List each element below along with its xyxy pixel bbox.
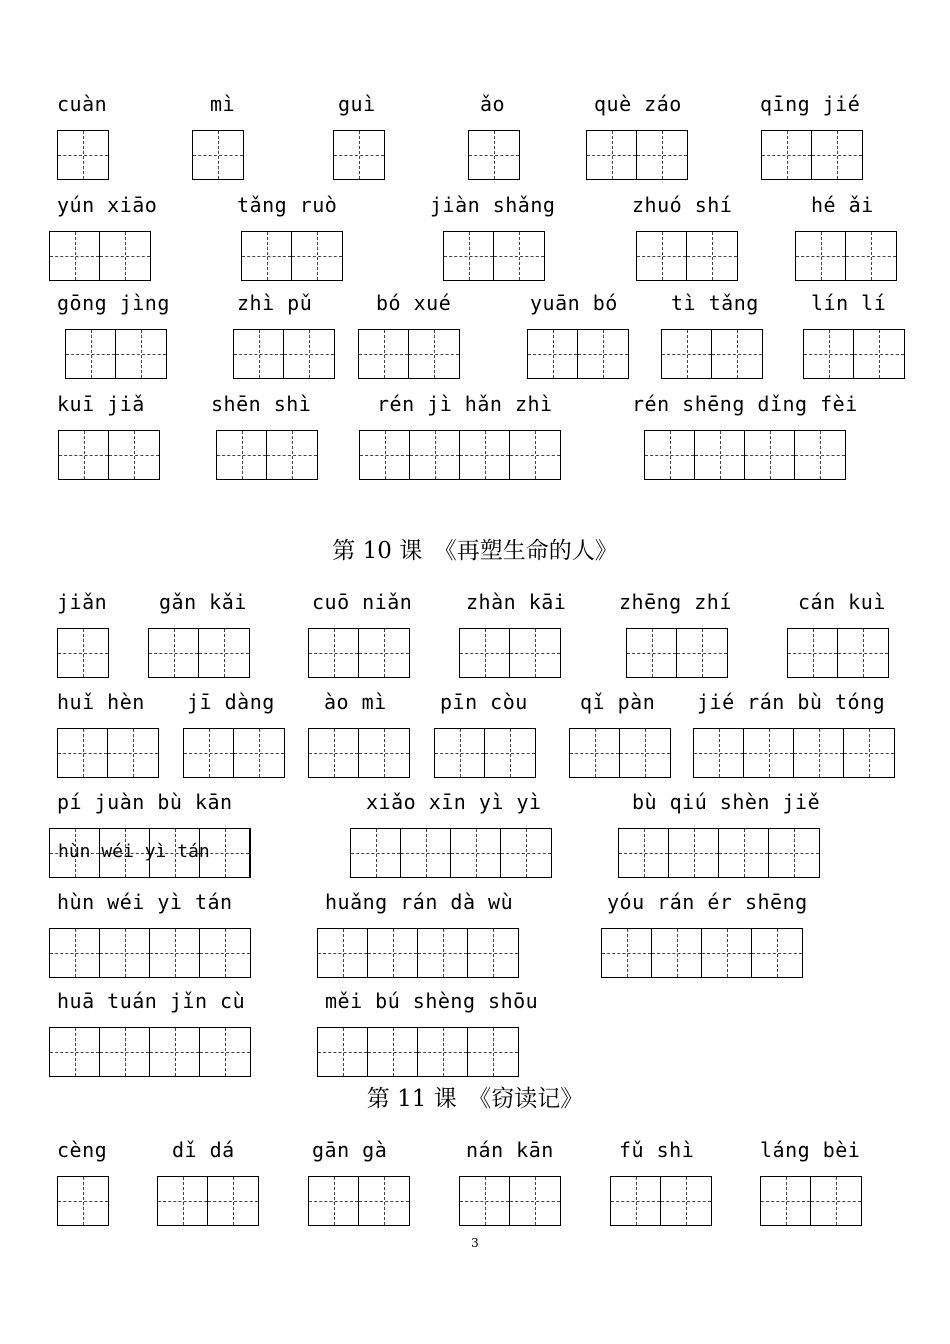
tianzige-cell[interactable] (359, 729, 409, 777)
tianzige-cell[interactable] (602, 929, 652, 977)
writing-grid[interactable] (49, 1027, 251, 1077)
lesson-heading: 第 11 课 《窃读记》 (366, 1086, 584, 1112)
tianzige-cell[interactable] (435, 729, 485, 777)
pinyin-label: huǐ hèn (57, 690, 145, 714)
pinyin-label: fǔ shì (619, 1138, 695, 1162)
tianzige-cell[interactable] (368, 1028, 418, 1076)
pinyin-label: yuān bó (530, 291, 618, 315)
tianzige-cell[interactable] (804, 330, 854, 378)
tianzige-cell[interactable] (485, 729, 535, 777)
tianzige-cell[interactable] (108, 729, 158, 777)
tianzige-cell[interactable] (410, 431, 460, 479)
tianzige-cell[interactable] (58, 1177, 108, 1225)
tianzige-cell[interactable] (418, 929, 468, 977)
tianzige-cell[interactable] (645, 431, 695, 479)
tianzige-cell[interactable] (661, 1177, 711, 1225)
tianzige-cell[interactable] (318, 1028, 368, 1076)
tianzige-cell[interactable] (687, 232, 737, 280)
writing-grid[interactable] (434, 728, 536, 778)
writing-grid[interactable] (618, 828, 820, 878)
tianzige-cell[interactable] (745, 431, 795, 479)
pinyin-label: rén shēng dǐng fèi (632, 392, 858, 416)
writing-grid[interactable] (586, 130, 688, 180)
writing-grid[interactable] (49, 928, 251, 978)
tianzige-cell[interactable] (351, 829, 401, 877)
tianzige-cell[interactable] (309, 629, 359, 677)
tianzige-cell[interactable] (619, 829, 669, 877)
tianzige-cell[interactable] (401, 829, 451, 877)
tianzige-cell[interactable] (217, 431, 267, 479)
tianzige-cell[interactable] (309, 1177, 359, 1225)
writing-grid[interactable] (601, 928, 803, 978)
overlay-pinyin: hùn wéi yì tán (58, 841, 210, 862)
tianzige-cell[interactable] (719, 829, 769, 877)
pinyin-label: bù qiú shèn jiě (632, 790, 821, 814)
tianzige-cell[interactable] (460, 431, 510, 479)
tianzige-cell[interactable] (570, 729, 620, 777)
writing-grid[interactable] (661, 329, 763, 379)
pinyin-label: kuī jiǎ (57, 392, 145, 416)
writing-grid[interactable] (350, 828, 552, 878)
pinyin-label: gān gà (312, 1138, 388, 1162)
pinyin-label: hé ǎi (811, 193, 874, 217)
tianzige-cell[interactable] (620, 729, 670, 777)
writing-grid[interactable] (183, 728, 285, 778)
writing-grid[interactable] (148, 628, 250, 678)
tianzige-cell[interactable] (66, 330, 116, 378)
writing-grid[interactable] (761, 130, 863, 180)
page-number: 3 (471, 1236, 479, 1250)
lesson-heading: 第 10 课 《再塑生命的人》 (332, 538, 618, 564)
writing-grid[interactable] (49, 828, 251, 878)
pinyin-label: zhì pǔ (237, 291, 313, 315)
tianzige-cell[interactable] (844, 729, 894, 777)
tianzige-cell[interactable] (200, 929, 250, 977)
pinyin-label: gōng jìng (57, 291, 170, 315)
writing-grid[interactable] (317, 928, 519, 978)
tianzige-cell[interactable] (359, 629, 409, 677)
pinyin-label: pí juàn bù kān (57, 790, 233, 814)
tianzige-cell[interactable] (510, 629, 560, 677)
tianzige-cell[interactable] (309, 729, 359, 777)
writing-grid[interactable] (443, 231, 545, 281)
pinyin-label: qǐ pàn (580, 690, 656, 714)
pinyin-label: hùn wéi yì tán (57, 890, 233, 914)
tianzige-cell[interactable] (795, 431, 845, 479)
writing-grid[interactable] (644, 430, 846, 480)
writing-grid[interactable] (57, 1176, 109, 1226)
pinyin-label: xiǎo xīn yì yì (366, 790, 542, 814)
pinyin-label: jié rán bù tóng (697, 690, 886, 714)
tianzige-cell[interactable] (58, 629, 108, 677)
tianzige-cell[interactable] (100, 1028, 150, 1076)
tianzige-cell[interactable] (334, 131, 384, 179)
pinyin-label: tǎng ruò (237, 193, 338, 217)
writing-grid[interactable] (233, 329, 335, 379)
tianzige-cell[interactable] (284, 330, 334, 378)
pinyin-label: zhuó shí (632, 193, 733, 217)
tianzige-cell[interactable] (627, 629, 677, 677)
pinyin-label: yóu rán ér shēng (607, 890, 808, 914)
writing-grid[interactable] (49, 231, 151, 281)
tianzige-cell[interactable] (359, 1177, 409, 1225)
pinyin-label: qīng jié (760, 92, 861, 116)
pinyin-label: pīn còu (440, 690, 528, 714)
tianzige-cell[interactable] (669, 829, 719, 877)
tianzige-cell[interactable] (702, 929, 752, 977)
tianzige-cell[interactable] (50, 1028, 100, 1076)
tianzige-cell[interactable] (662, 330, 712, 378)
writing-grid[interactable] (803, 329, 905, 379)
tianzige-cell[interactable] (510, 431, 560, 479)
tianzige-cell[interactable] (451, 829, 501, 877)
tianzige-cell[interactable] (444, 232, 494, 280)
tianzige-cell[interactable] (796, 232, 846, 280)
tianzige-cell[interactable] (762, 131, 812, 179)
pinyin-label: cèng (57, 1138, 108, 1162)
writing-grid[interactable] (192, 130, 244, 180)
tianzige-cell[interactable] (360, 431, 410, 479)
tianzige-cell[interactable] (468, 1028, 518, 1076)
tianzige-cell[interactable] (234, 330, 284, 378)
pinyin-label: bó xué (376, 291, 452, 315)
tianzige-cell[interactable] (208, 1177, 258, 1225)
tianzige-cell[interactable] (184, 729, 234, 777)
writing-grid[interactable] (216, 430, 318, 480)
tianzige-cell[interactable] (318, 929, 368, 977)
pinyin-label: nán kān (466, 1138, 554, 1162)
tianzige-cell[interactable] (59, 431, 109, 479)
tianzige-cell[interactable] (694, 729, 744, 777)
tianzige-cell[interactable] (510, 1177, 560, 1225)
pinyin-label: guì (338, 92, 376, 116)
pinyin-label: ǎo (480, 92, 506, 116)
writing-grid[interactable] (308, 628, 410, 678)
writing-grid[interactable] (317, 1027, 519, 1077)
tianzige-cell[interactable] (712, 330, 762, 378)
tianzige-cell[interactable] (100, 232, 150, 280)
tianzige-cell[interactable] (794, 729, 844, 777)
writing-grid[interactable] (65, 329, 167, 379)
writing-grid[interactable] (157, 1176, 259, 1226)
writing-grid[interactable] (527, 329, 629, 379)
tianzige-cell[interactable] (58, 729, 108, 777)
writing-grid[interactable] (57, 130, 109, 180)
tianzige-cell[interactable] (528, 330, 578, 378)
pinyin-label: jiǎn (57, 590, 108, 614)
tianzige-cell[interactable] (193, 131, 243, 179)
writing-grid[interactable] (795, 231, 897, 281)
writing-grid[interactable] (241, 231, 343, 281)
tianzige-cell[interactable] (838, 629, 888, 677)
tianzige-cell[interactable] (149, 629, 199, 677)
tianzige-cell[interactable] (50, 232, 100, 280)
tianzige-cell[interactable] (100, 929, 150, 977)
pinyin-label: ào mì (324, 690, 387, 714)
pinyin-label: huǎng rán dà wù (325, 890, 514, 914)
tianzige-cell[interactable] (752, 929, 802, 977)
tianzige-cell[interactable] (58, 131, 108, 179)
tianzige-cell[interactable] (846, 232, 896, 280)
pinyin-label: tì tǎng (671, 291, 759, 315)
tianzige-cell[interactable] (494, 232, 544, 280)
writing-grid[interactable] (333, 130, 385, 180)
pinyin-label: zhàn kāi (466, 590, 567, 614)
pinyin-label: huā tuán jǐn cù (57, 989, 246, 1013)
pinyin-label: gǎn kǎi (159, 590, 247, 614)
tianzige-cell[interactable] (637, 232, 687, 280)
tianzige-cell[interactable] (460, 1177, 510, 1225)
writing-grid[interactable] (787, 628, 889, 678)
tianzige-cell[interactable] (761, 1177, 811, 1225)
tianzige-cell[interactable] (409, 330, 459, 378)
tianzige-cell[interactable] (359, 330, 409, 378)
tianzige-cell[interactable] (368, 929, 418, 977)
tianzige-cell[interactable] (501, 829, 551, 877)
tianzige-cell[interactable] (637, 131, 687, 179)
writing-grid[interactable] (610, 1176, 712, 1226)
pinyin-label: shēn shì (211, 392, 312, 416)
tianzige-cell[interactable] (50, 929, 100, 977)
writing-grid[interactable] (459, 1176, 561, 1226)
tianzige-cell[interactable] (695, 431, 745, 479)
tianzige-cell[interactable] (116, 330, 166, 378)
tianzige-cell[interactable] (769, 829, 819, 877)
pinyin-label: què záo (594, 92, 682, 116)
tianzige-cell[interactable] (242, 232, 292, 280)
tianzige-cell[interactable] (292, 232, 342, 280)
tianzige-cell[interactable] (652, 929, 702, 977)
writing-grid[interactable] (58, 430, 160, 480)
pinyin-label: cuō niǎn (312, 590, 413, 614)
pinyin-label: lín lí (811, 291, 887, 315)
pinyin-label: yún xiāo (57, 193, 158, 217)
writing-grid[interactable] (57, 728, 159, 778)
tianzige-cell[interactable] (267, 431, 317, 479)
tianzige-cell[interactable] (150, 929, 200, 977)
pinyin-label: cuàn (57, 92, 108, 116)
writing-grid[interactable] (358, 329, 460, 379)
tianzige-cell[interactable] (460, 629, 510, 677)
writing-grid[interactable] (459, 628, 561, 678)
writing-grid[interactable] (468, 130, 520, 180)
pinyin-label: jiàn shǎng (430, 193, 556, 217)
tianzige-cell[interactable] (234, 729, 284, 777)
writing-grid[interactable] (308, 1176, 410, 1226)
pinyin-label: zhēng zhí (619, 590, 732, 614)
tianzige-cell[interactable] (158, 1177, 208, 1225)
writing-grid[interactable] (308, 728, 410, 778)
pinyin-label: cán kuì (798, 590, 886, 614)
writing-grid[interactable] (626, 628, 728, 678)
pinyin-label: mì (210, 92, 236, 116)
writing-grid[interactable] (760, 1176, 862, 1226)
tianzige-cell[interactable] (811, 1177, 861, 1225)
pinyin-label: dǐ dá (172, 1138, 235, 1162)
pinyin-label: láng bèi (760, 1138, 861, 1162)
pinyin-label: měi bú shèng shōu (325, 989, 539, 1013)
writing-grid[interactable] (569, 728, 671, 778)
tianzige-cell[interactable] (854, 330, 904, 378)
tianzige-cell[interactable] (812, 131, 862, 179)
tianzige-cell[interactable] (150, 1028, 200, 1076)
writing-grid[interactable] (359, 430, 561, 480)
tianzige-cell[interactable] (788, 629, 838, 677)
writing-grid[interactable] (636, 231, 738, 281)
writing-grid[interactable] (693, 728, 895, 778)
tianzige-cell[interactable] (418, 1028, 468, 1076)
tianzige-cell[interactable] (578, 330, 628, 378)
tianzige-cell[interactable] (587, 131, 637, 179)
tianzige-cell[interactable] (109, 431, 159, 479)
pinyin-label: rén jì hǎn zhì (377, 392, 553, 416)
tianzige-cell[interactable] (200, 1028, 250, 1076)
tianzige-cell[interactable] (199, 629, 249, 677)
tianzige-cell[interactable] (469, 131, 519, 179)
tianzige-cell[interactable] (468, 929, 518, 977)
pinyin-label: jī dàng (187, 690, 275, 714)
writing-grid[interactable] (57, 628, 109, 678)
tianzige-cell[interactable] (744, 729, 794, 777)
tianzige-cell[interactable] (611, 1177, 661, 1225)
tianzige-cell[interactable] (677, 629, 727, 677)
